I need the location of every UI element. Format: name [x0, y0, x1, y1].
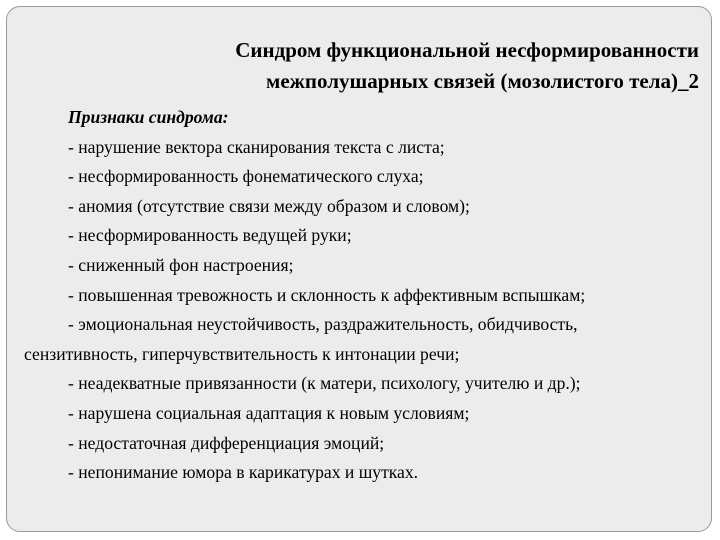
list-item: - неадекватные привязанности (к матери, психологу, учителю и др.); [68, 373, 581, 394]
signs-list [24, 103, 704, 488]
list-item: - эмоциональная неустойчивость, раздражительность, обидчивость, [68, 314, 578, 335]
list-item: - недостаточная дифференциация эмоций; [68, 432, 385, 453]
list-item: - повышенная тревожность и склонность к аффективным вспышкам; [68, 284, 586, 305]
list-item-continuation: сензитивность, гиперчувствительность к интонации речи; [24, 343, 460, 364]
list-item: - непонимание юмора в карикатурах и шутках. [68, 462, 419, 483]
slide-title [235, 35, 699, 97]
slide-frame [6, 6, 712, 532]
list-item: - несформированность ведущей руки; [68, 225, 352, 246]
list-item: - нарушение вектора сканирования текста с листа; [68, 136, 445, 157]
signs-heading: Признаки синдрома: [68, 107, 229, 127]
title-line-2: межполушарных связей (мозолистого тела)_2 [266, 69, 699, 93]
list-item: - несформированность фонематического слуха; [68, 166, 424, 187]
list-item: - аномия (отсутствие связи между образом и словом); [68, 195, 470, 216]
title-line-1: Синдром функциональной несформированности [235, 38, 699, 62]
list-item: - сниженный фон настроения; [68, 254, 294, 275]
list-item: - нарушена социальная адаптация к новым условиям; [68, 402, 470, 423]
